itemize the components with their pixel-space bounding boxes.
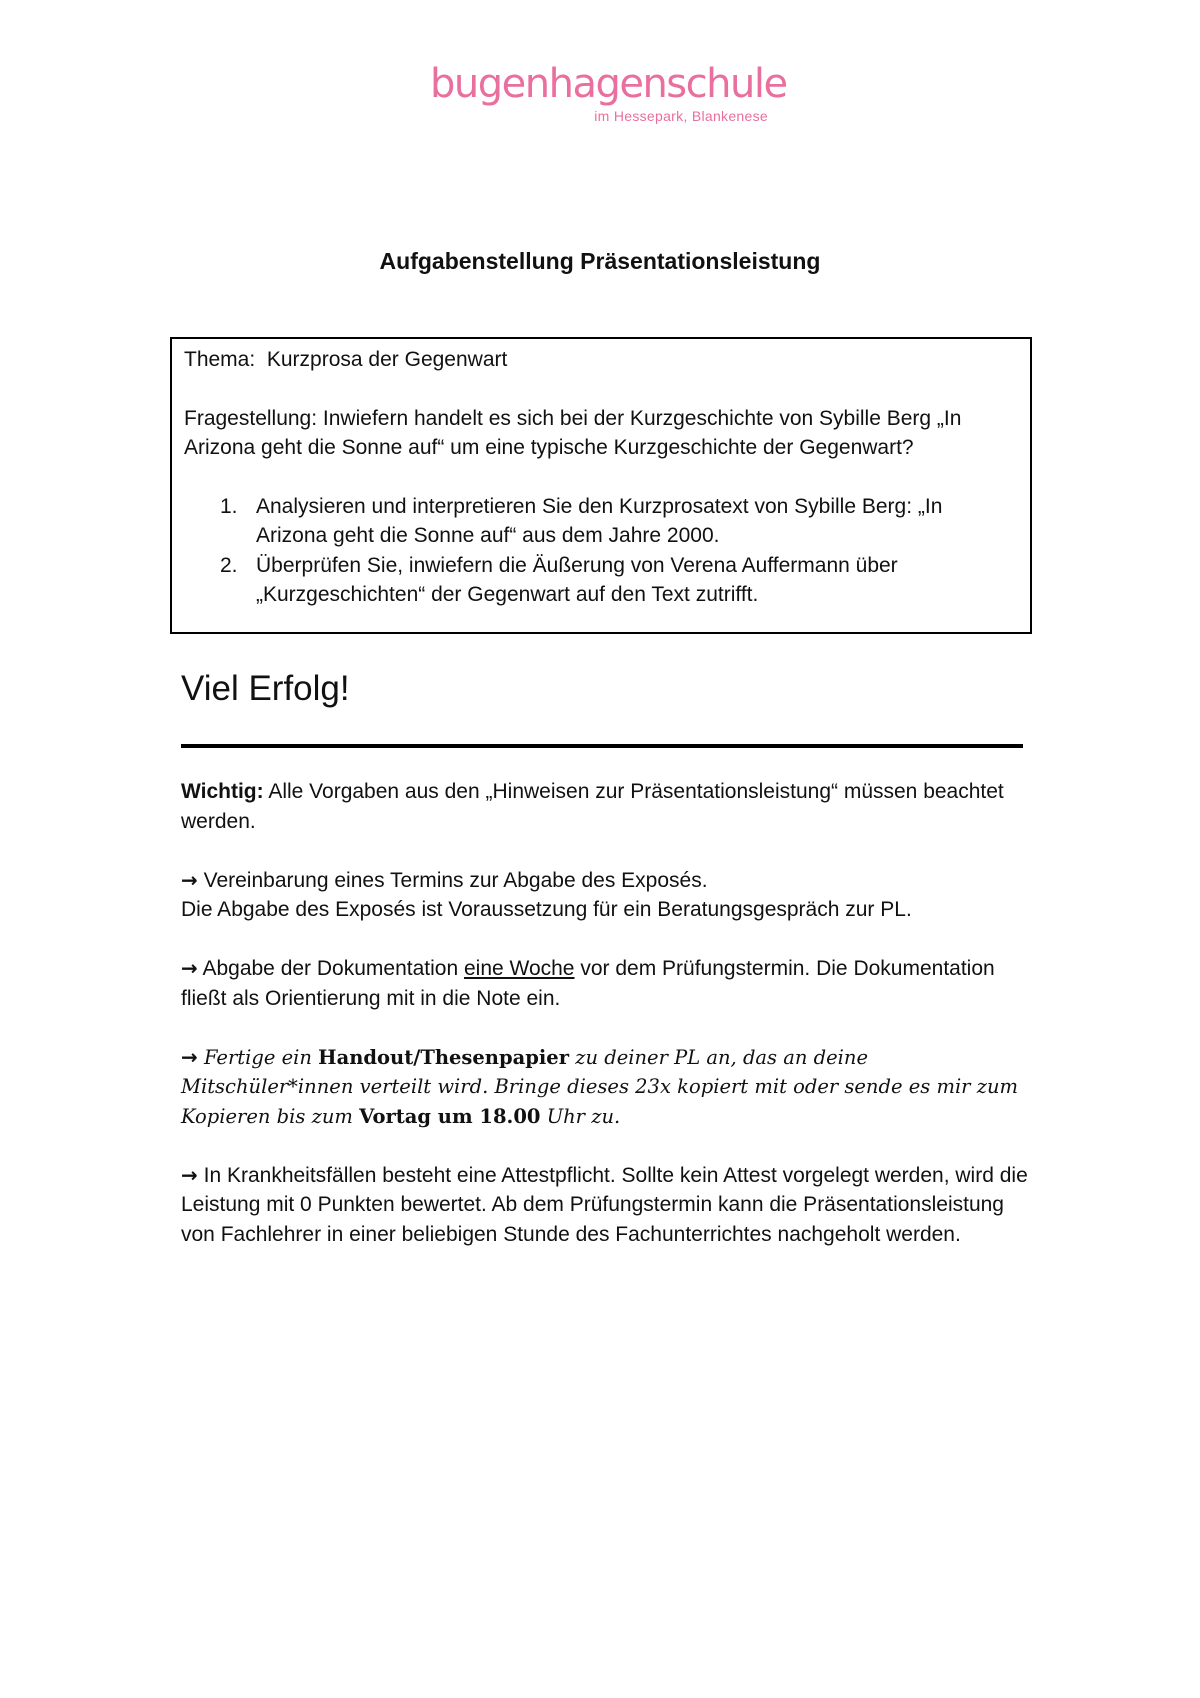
logo-subtitle: im Hessepark, Blankenese (594, 108, 768, 124)
school-logo (430, 61, 787, 124)
task-text: Analysieren und interpretieren Sie den Kurzprosatext von Sybille Berg: „In Arizona geht die Sonne auf“ aus dem Jahre 2000. (256, 494, 943, 547)
note-handout-bold2: Vortag um 18.00 (359, 1104, 541, 1128)
note-handout-part1: Fertige ein (203, 1045, 312, 1069)
logo-wordmark: bugenhagenschule (430, 61, 787, 107)
note-expose (181, 866, 1041, 925)
arrow-right-icon: → (181, 867, 198, 892)
note-handout-bold1: Handout/Thesenpapier (318, 1045, 569, 1069)
note-documentation-before: Abgabe der Dokumentation (202, 957, 459, 980)
task-box (170, 337, 1032, 634)
topic-line (184, 345, 1018, 375)
task-item (184, 492, 1018, 551)
note-handout (181, 1043, 1041, 1132)
note-expose-line2: Die Abgabe des Exposés ist Voraussetzung für ein Beratungsgespräch zur PL. (181, 898, 912, 921)
task-number: 2. (220, 553, 238, 577)
question-text: Inwiefern handelt es sich bei der Kurzgeschichte von Sybille Berg „In Arizona geht die Sonne auf“ um eine typische Kurzgeschichte der Gegenwart? (184, 406, 962, 459)
note-expose-line1: Vereinbarung eines Termins zur Abgabe des Exposés. (203, 868, 708, 892)
horizontal-divider (181, 744, 1023, 748)
note-handout-part2: zu deiner PL an, das an deine Mitschüler*innen verteilt wird. Bringe dieses 23x kopiert mit oder sende es mir zum Kopieren bis zum (181, 1045, 1019, 1128)
closing-wish: Viel Erfolg! (181, 669, 350, 708)
note-handout-part3: Uhr zu. (546, 1104, 621, 1128)
question-line (184, 404, 1018, 463)
question-label: Fragestellung: (184, 406, 318, 430)
task-list (184, 492, 1018, 610)
task-text: Überprüfen Sie, inwiefern die Äußerung von Verena Auffermann über „Kurzgeschichten“ der Gegenwart auf den Text zutrifft. (256, 553, 898, 606)
topic-label: Thema: (184, 348, 256, 371)
task-number: 1. (220, 494, 238, 518)
topic-value: Kurzprosa der Gegenwart (266, 348, 508, 371)
arrow-right-icon: → (181, 1162, 198, 1187)
important-text: Alle Vorgaben aus den „Hinweisen zur Präsentationsleistung“ müssen beachtet werden. (181, 780, 1004, 833)
note-illness (181, 1161, 1041, 1250)
task-item (184, 551, 1018, 610)
document-title: Aufgabenstellung Präsentationsleistung (379, 248, 821, 274)
note-documentation-deadline: eine Woche (463, 957, 575, 980)
arrow-right-icon: → (181, 1044, 198, 1069)
important-note (181, 777, 1041, 836)
important-label: Wichtig: (181, 780, 264, 803)
notes-section (181, 777, 1041, 1279)
arrow-right-icon: → (181, 956, 198, 980)
note-documentation (181, 954, 1041, 1013)
note-documentation-after: vor dem Prüfungstermin. Die Dokumentation fließt als Orientierung mit in die Note ein. (181, 957, 995, 1010)
note-illness-text: In Krankheitsfällen besteht eine Attestpflicht. Sollte kein Attest vorgelegt werden, wird die Leistung mit 0 Punkten bewertet. Ab dem Prüfungstermin kann die Präsentationsleistung von Fachlehrer in einer beliebigen Stunde des Fachunterrichtes nachgeholt werden. (181, 1163, 1028, 1246)
